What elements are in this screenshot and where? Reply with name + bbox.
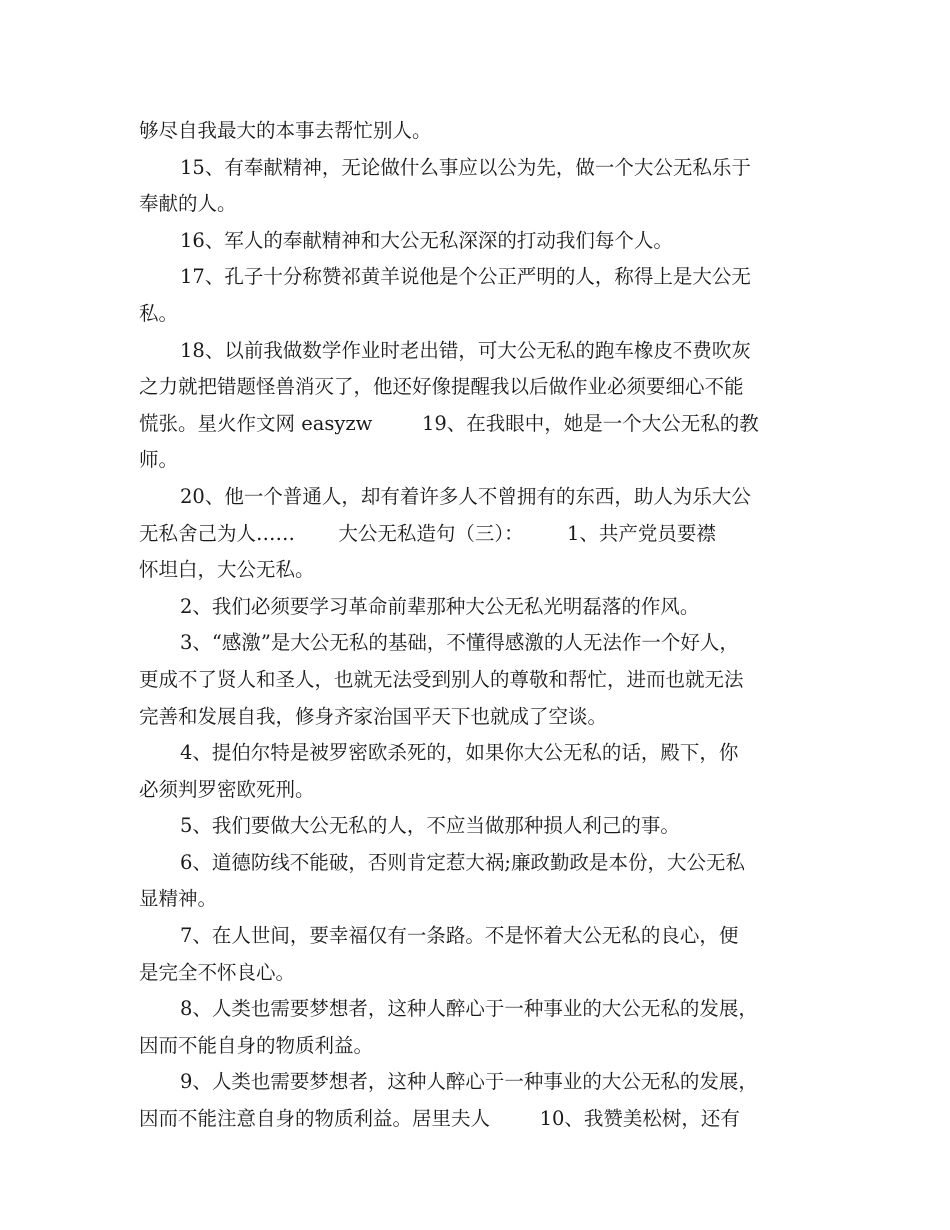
text-line: 2、我们必须要学习革命前辈那种大公无私光明磊落的作风。	[180, 594, 700, 618]
text-line: 9、人类也需要梦想者，这种人醉心于一种事业的大公无私的发展，	[180, 1070, 758, 1094]
text-line: 因而不能注意自身的物质利益。居里夫人 10、我赞美松树，还有	[139, 1107, 740, 1131]
text-line: 因而不能自身的物质利益。	[139, 1033, 374, 1057]
text-line: 私。	[139, 301, 179, 325]
text-line: 6、道德防线不能破，否则肯定惹大祸;廉政勤政是本份，大公无私	[180, 850, 745, 874]
text-line: 完善和发展自我，修身齐家治国平天下也就成了空谈。	[139, 704, 608, 728]
text-line: 5、我们要做大公无私的人，不应当做那种损人利己的事。	[180, 814, 680, 838]
text-line: 显精神。	[139, 887, 218, 911]
text-line: 16、军人的奉献精神和大公无私深深的打动我们每个人。	[180, 228, 673, 252]
text-line: 18、以前我做数学作业时老出错，可大公无私的跑车橡皮不费吹灰	[180, 338, 751, 362]
document-body	[139, 113, 819, 1138]
text-line: 够尽自我最大的本事去帮忙别人。	[139, 119, 432, 142]
text-line: 师。	[139, 448, 179, 472]
text-line: 之力就把错题怪兽消灭了，他还好像提醒我以后做作业必须要细心不能	[139, 375, 744, 399]
text-line: 15、有奉献精神，无论做什么事应以公为先，做一个大公无私乐于	[180, 155, 751, 179]
text-line: 20、他一个普通人，却有着许多人不曾拥有的东西，助人为乐大公	[180, 484, 751, 508]
text-line: 怀坦白，大公无私。	[139, 558, 315, 582]
text-line: 是完全不怀良心。	[139, 960, 296, 984]
text-line: 奉献的人。	[139, 192, 237, 216]
text-line: 17、孔子十分称赞祁黄羊说他是个公正严明的人，称得上是大公无	[180, 265, 751, 289]
text-line: 8、人类也需要梦想者，这种人醉心于一种事业的大公无私的发展，	[180, 997, 758, 1021]
text-line: 4、提伯尔特是被罗密欧杀死的，如果你大公无私的话，殿下，你	[180, 741, 739, 765]
text-line: 更成不了贤人和圣人，也就无法受到别人的尊敬和帮忙，进而也就无法	[139, 667, 744, 691]
text-line: 7、在人世间，要幸福仅有一条路。不是怀着大公无私的良心，便	[180, 924, 739, 948]
text-line: 必须判罗密欧死刑。	[139, 777, 315, 801]
text-line: 无私舍己为人…… 大公无私造句（三）： 1、共产党员要襟	[139, 521, 716, 545]
text-line: 3、“感激”是大公无私的基础，不懂得感激的人无法作一个好人，	[180, 631, 739, 655]
text-line: 慌张。星火作文网 easyzw 19、在我眼中，她是一个大公无私的教	[139, 411, 759, 435]
